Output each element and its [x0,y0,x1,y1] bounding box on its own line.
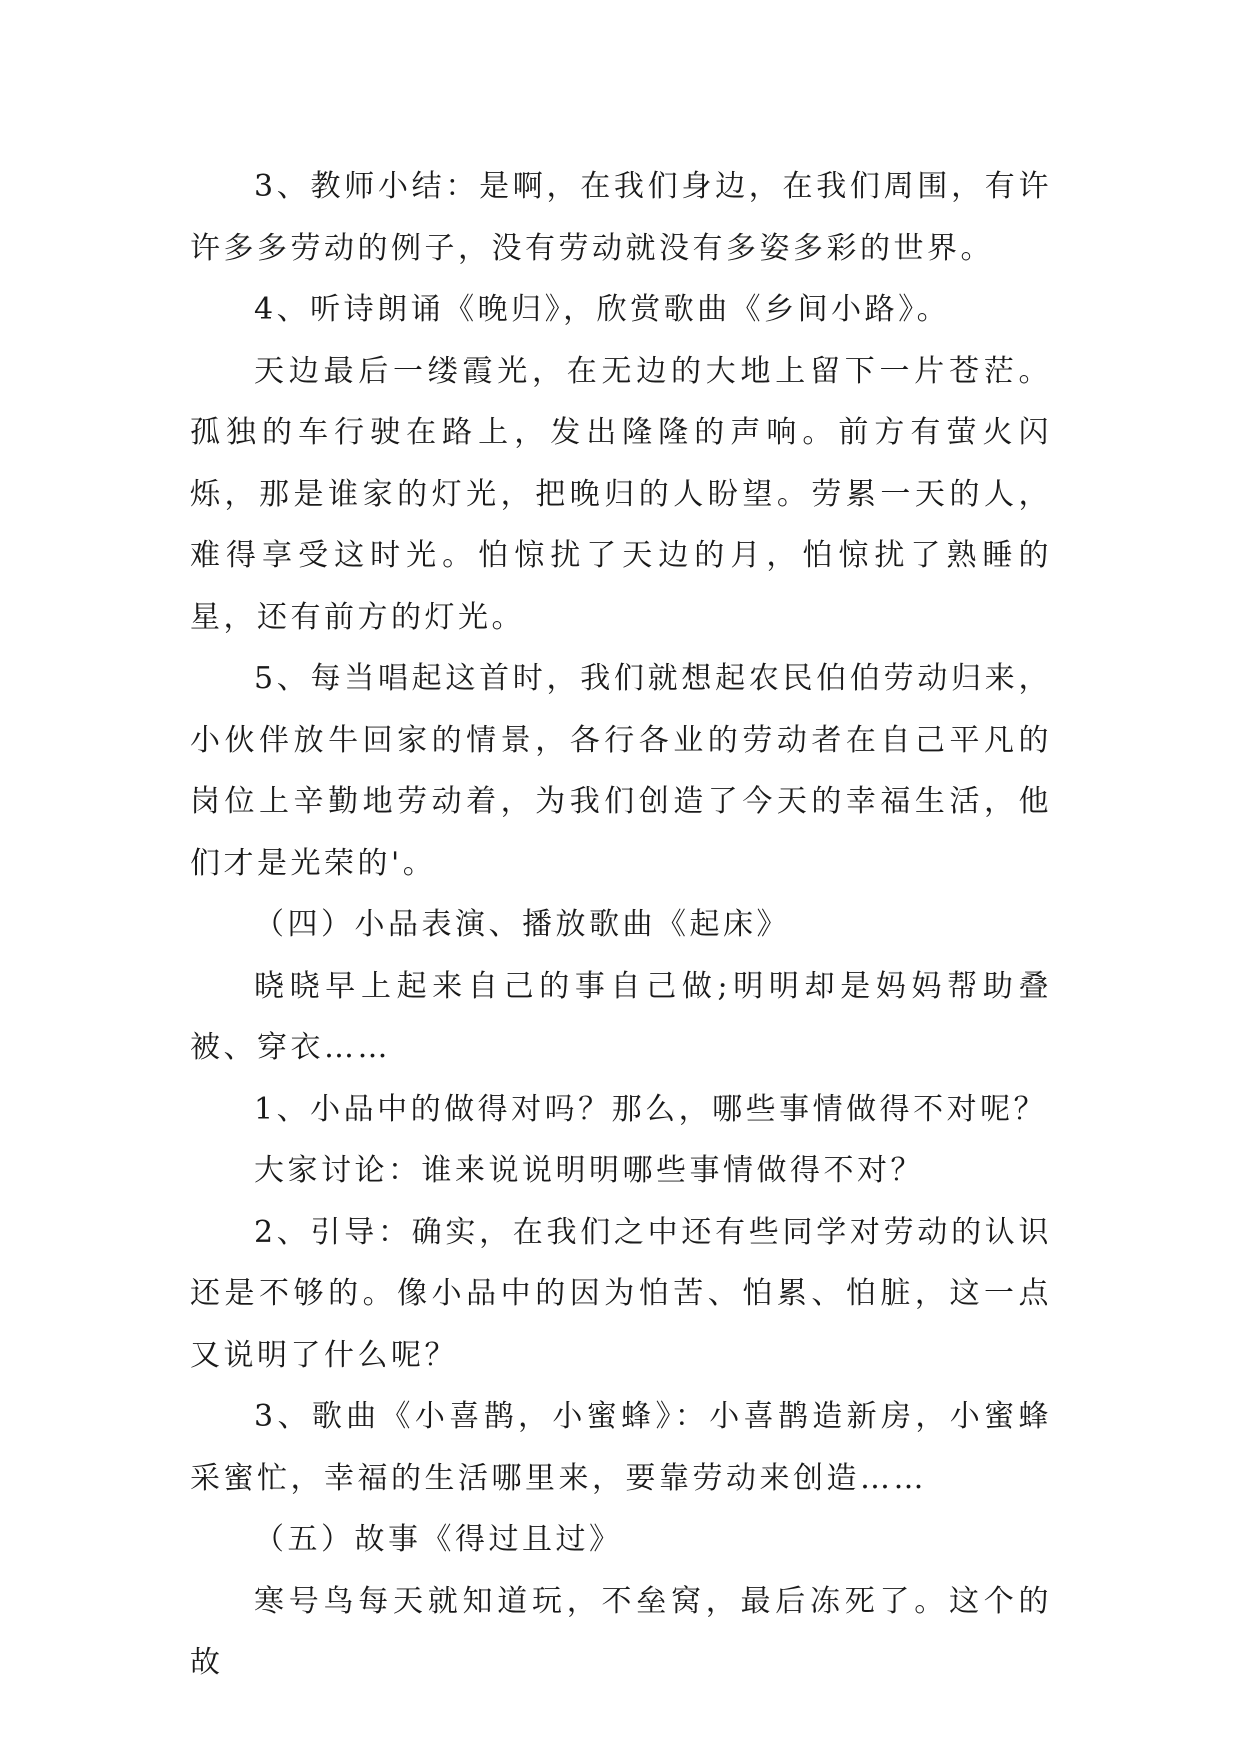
paragraph-poem-text: 天边最后一缕霞光，在无边的大地上留下一片苍茫。孤独的车行驶在路上，发出隆隆的声响。前方有萤火闪烁，那是谁家的灯光，把晚归的人盼望。劳累一天的人，难得享受这时光。怕惊扰了天边的月，怕惊扰了熟睡的星，还有前方的灯光。 [190,353,1052,635]
paragraph-guidance: 2、引导：确实，在我们之中还有些同学对劳动的认识还是不够的。像小品中的因为怕苦、怕累、怕脏，这一点又说明了什么呢？ [190,1214,1052,1373]
paragraph-song-reflection: 5、每当唱起这首时，我们就想起农民伯伯劳动归来，小伙伴放牛回家的情景，各行各业的劳动者在自己平凡的岗位上辛勤地劳动着，为我们创造了今天的幸福生活，他们才是光荣的'。 [190,661,1052,881]
paragraph-skit-question: 1、小品中的做得对吗？那么，哪些事情做得不对呢？ [254,1091,1048,1127]
paragraph-discussion: 大家讨论：谁来说说明明哪些事情做得不对？ [254,1153,924,1188]
paragraph-story-text: 寒号鸟每天就知道玩，不垒窝，最后冻死了。这个的故 [190,1583,1052,1680]
document-body [190,156,1052,1694]
paragraph-song-lyrics: 3、歌曲《小喜鹊，小蜜蜂》：小喜鹊造新房，小蜜蜂采蜜忙，幸福的生活哪里来，要靠劳动来创造…… [190,1399,1052,1496]
section-heading-skit: （四）小品表演、播放歌曲《起床》 [254,907,790,942]
paragraph-skit-summary: 晓晓早上起来自己的事自己做;明明却是妈妈帮助叠被、穿衣…… [190,968,1052,1065]
section-heading-story: （五）故事《得过且过》 [254,1522,623,1557]
paragraph-poem-song: 4、听诗朗诵《晚归》，欣赏歌曲《乡间小路》。 [254,292,951,327]
paragraph-teacher-summary: 3、教师小结：是啊，在我们身边，在我们周围，有许许多多劳动的例子，没有劳动就没有多姿多彩的世界。 [190,169,1052,266]
